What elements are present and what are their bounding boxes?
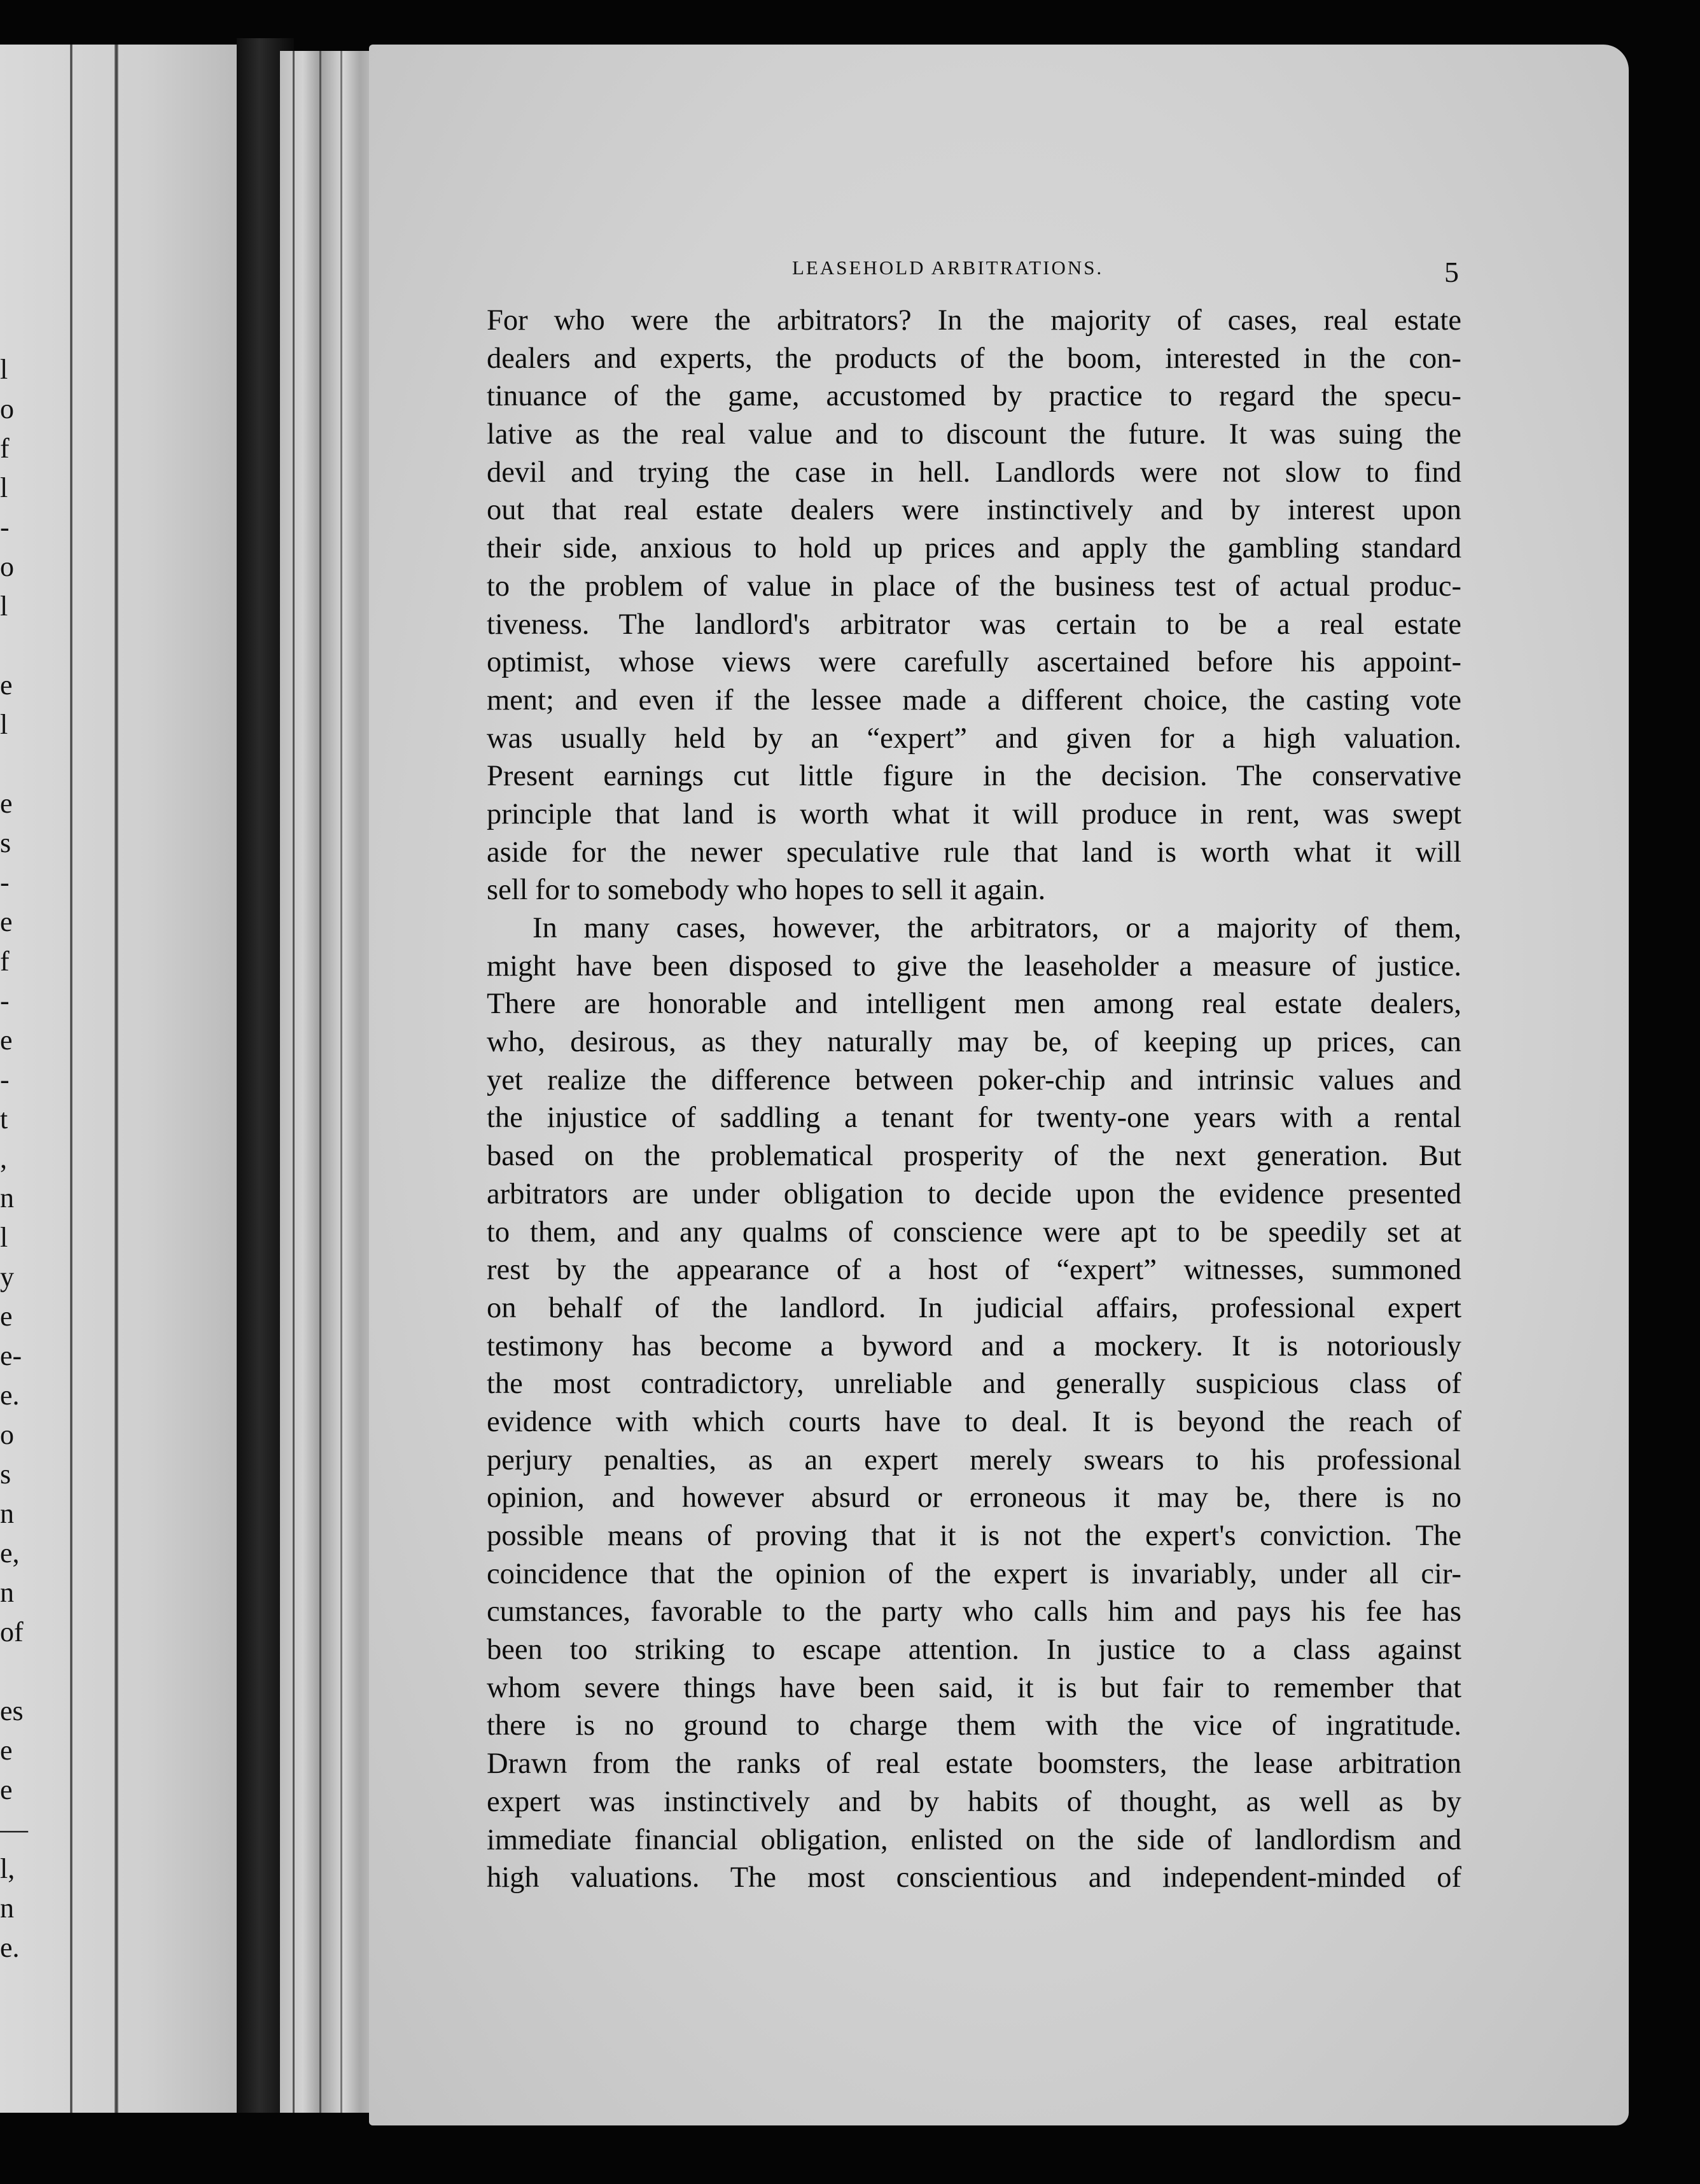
text-line: aside for the newer speculative rule that land is worth what it will: [487, 836, 1461, 869]
text-line: coincidence that the opinion of the expert is invariably, under all cir-: [487, 1557, 1461, 1590]
page-edge-line: [340, 51, 342, 2113]
text-line: testimony has become a byword and a mockery. It is notoriously: [487, 1329, 1461, 1362]
text-line: expert was instinctively and by habits of thought, as well as by: [487, 1785, 1461, 1818]
page-number: 5: [1444, 256, 1459, 288]
text-line: ment; and even if the lessee made a different choice, the casting vote: [487, 683, 1461, 717]
page-header: [369, 256, 1459, 288]
text-line: whom severe things have been said, it is but fair to remember that: [487, 1671, 1461, 1704]
text-line: there is no ground to charge them with the vice of ingratitude.: [487, 1709, 1461, 1742]
previous-page-margin-letters: l o f l - o l e l e s - e f - e - t , n l y e e- e. o s n e, n of es e e — l, n e.: [0, 354, 28, 1963]
text-line: their side, anxious to hold up prices and apply the gambling standard: [487, 532, 1461, 565]
body-text: [487, 302, 1461, 1897]
text-line: on behalf of the landlord. In judicial affairs, professional expert: [487, 1291, 1461, 1324]
text-line: the most contradictory, unreliable and generally suspicious class of: [487, 1368, 1461, 1401]
text-line: to them, and any qualms of conscience were apt to be speedily set at: [487, 1215, 1461, 1249]
text-line: There are honorable and intelligent men among real estate dealers,: [487, 988, 1461, 1021]
page-edge-line: [293, 51, 295, 2113]
previous-page-fragment: [0, 45, 245, 2113]
text-line: evidence with which courts have to deal. It is beyond the reach of: [487, 1405, 1461, 1438]
text-line: been too striking to escape attention. In justice to a class against: [487, 1634, 1461, 1667]
page-crease: [115, 45, 118, 2113]
text-line: sell for to somebody who hopes to sell it again.: [487, 874, 1046, 907]
text-line: based on the problematical prosperity of the next generation. But: [487, 1140, 1461, 1173]
text-line: the injustice of saddling a tenant for twenty-one years with a rental: [487, 1102, 1461, 1135]
text-line: possible means of proving that it is not the expert's conviction. The: [487, 1520, 1461, 1552]
text-line: In many cases, however, the arbitrators, or a majority of them,: [533, 912, 1461, 944]
text-line: might have been disposed to give the leaseholder a measure of justice.: [487, 949, 1461, 983]
page-edge-line: [319, 51, 321, 2113]
text-line: opinion, and however absurd or erroneous it may be, there is no: [487, 1481, 1461, 1515]
text-line: principle that land is worth what it will produce in rent, was swept: [487, 797, 1461, 830]
text-line: rest by the appearance of a host of “expert” witnesses, summoned: [487, 1254, 1461, 1287]
text-line: perjury penalties, as an expert merely swears to his professional: [487, 1443, 1461, 1476]
text-line: devil and trying the case in hell. Landlords were not slow to find: [487, 456, 1461, 489]
text-line: tinuance of the game, accustomed by practice to regard the specu-: [487, 380, 1461, 413]
text-line: For who were the arbitrators? In the majority of cases, real estate: [487, 304, 1461, 337]
running-head: LEASEHOLD ARBITRATIONS.: [792, 256, 1104, 279]
text-line: high valuations. The most conscientious and independent-minded of: [487, 1861, 1461, 1894]
text-line: who, desirous, as they naturally may be, of keeping up prices, can: [487, 1026, 1461, 1059]
text-line: Drawn from the ranks of real estate boomsters, the lease arbitration: [487, 1747, 1461, 1781]
text-line: immediate financial obligation, enlisted on the side of landlordism and: [487, 1823, 1461, 1856]
text-line: was usually held by an “expert” and given for a high valuation.: [487, 722, 1461, 755]
text-line: to the problem of value in place of the business test of actual produc-: [487, 570, 1461, 603]
text-line: yet realize the difference between poker-chip and intrinsic values and: [487, 1063, 1461, 1096]
text-line: arbitrators are under obligation to decide upon the evidence presented: [487, 1177, 1461, 1210]
text-line: cumstances, favorable to the party who calls him and pays his fee has: [487, 1595, 1461, 1628]
text-line: dealers and experts, the products of the boom, interested in the con-: [487, 342, 1461, 375]
text-line: lative as the real value and to discount the future. It was suing the: [487, 418, 1461, 451]
text-line: optimist, whose views were carefully ascertained before his appoint-: [487, 646, 1461, 679]
text-line: tiveness. The landlord's arbitrator was certain to be a real estate: [487, 608, 1461, 641]
page-crease: [70, 45, 73, 2113]
text-line: out that real estate dealers were instinctively and by interest upon: [487, 494, 1461, 527]
text-line: Present earnings cut little figure in the decision. The conservative: [487, 760, 1461, 793]
